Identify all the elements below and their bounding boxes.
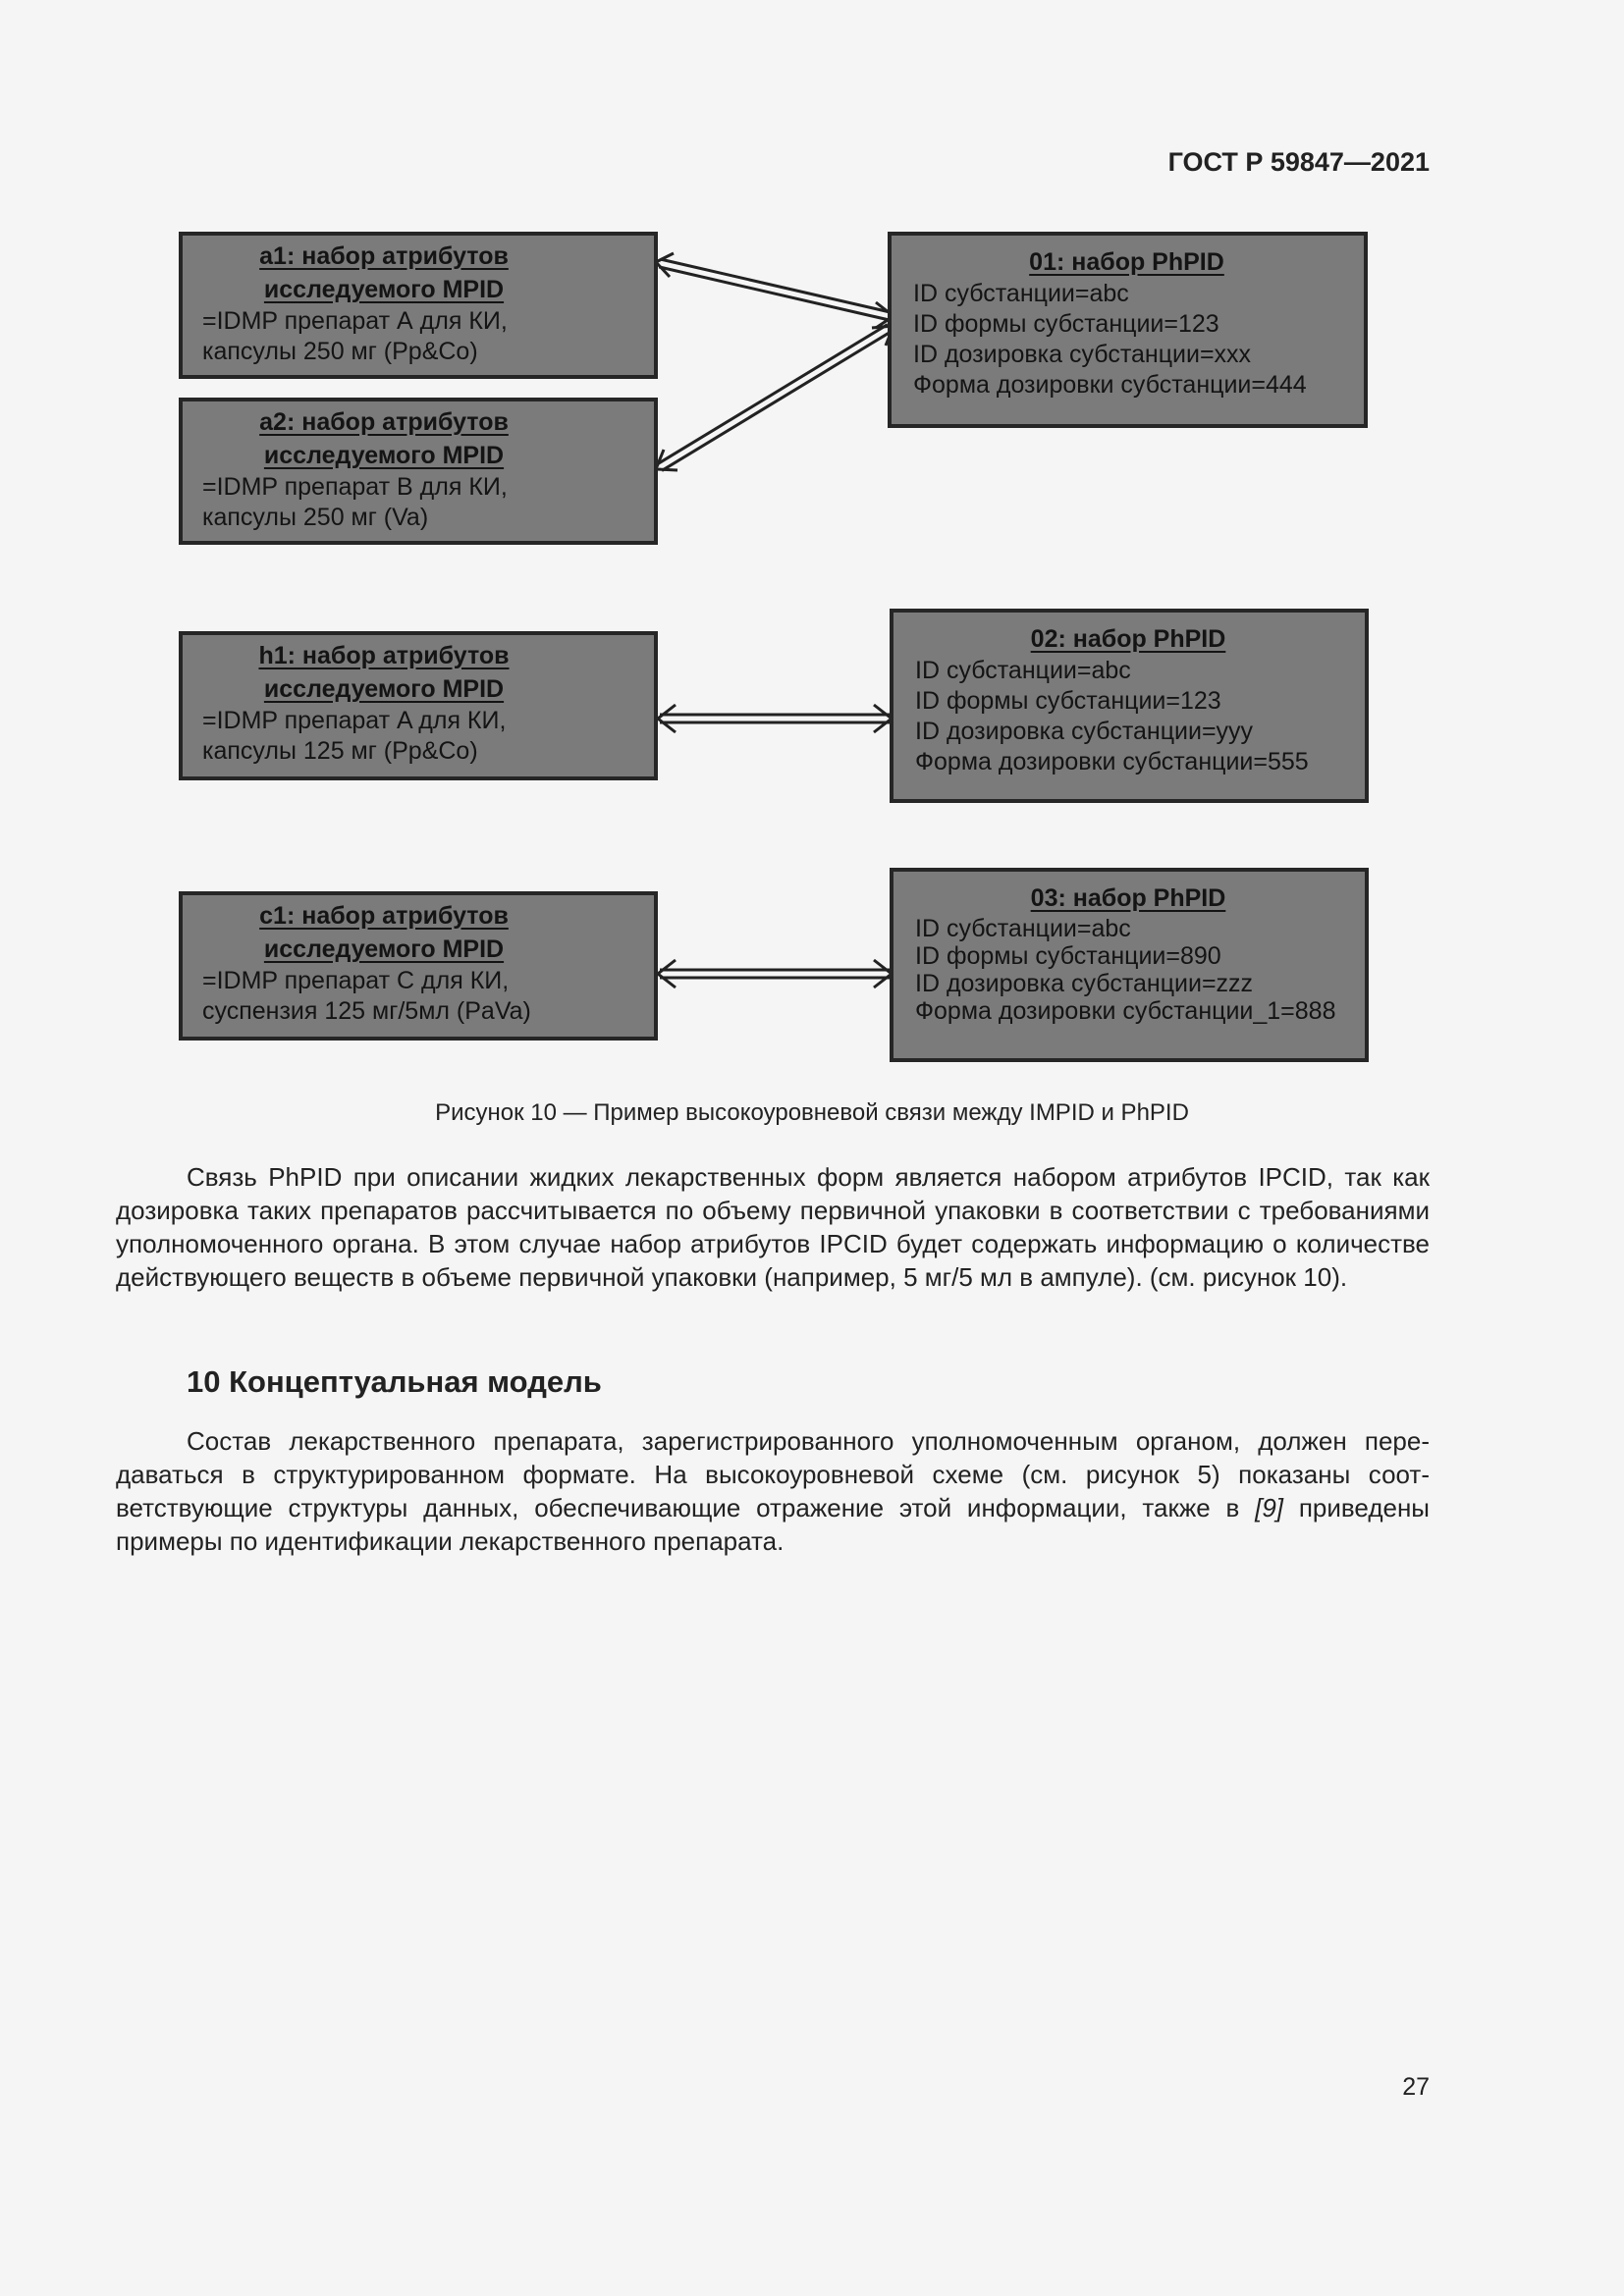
arrow-a1-01 (656, 253, 893, 328)
paragraph-text: Состав лекарственного препарата, зарегистрированного уполномоченным органом, должен передаваться в структурированном формате. На высокоуровневой схеме (см. рисунок 5) показаны соответствующие структуры данных, обеспечивающие отражение этой информации, также в [9] приведены примеры по идентификации лекарственного препарата. (116, 1426, 1430, 1556)
figure-10 (0, 0, 1624, 1080)
paragraph-conceptual-model (116, 1424, 1430, 1558)
phpid-box-line: ID формы субстанции=890 (915, 942, 1221, 970)
mpid-box-title: h1: набор атрибутов исследуемого MPID (258, 642, 510, 703)
phpid-box-title: 01: набор PhPID (1029, 248, 1224, 276)
mpid-box-line: =IDMP препарат C для КИ, (202, 967, 510, 994)
phpid-box-01 (888, 232, 1368, 428)
phpid-box-03 (890, 868, 1369, 1062)
mpid-box-line: капсулы 250 мг (Va) (202, 504, 429, 531)
document-header: ГОСТ Р 59847—2021 (1167, 147, 1430, 177)
phpid-box-line: Форма дозировки субстанции=555 (915, 748, 1309, 775)
mpid-box-line: =IDMP препарат B для КИ, (202, 473, 508, 501)
phpid-box-title: 03: набор PhPID (1030, 884, 1226, 912)
phpid-box-line: ID дозировка субстанции=xxx (913, 341, 1252, 368)
phpid-box-line: ID дозировка субстанции=zzz (915, 970, 1254, 997)
phpid-box-line: ID формы субстанции=123 (915, 687, 1221, 715)
phpid-box-line: ID субстанции=abc (915, 915, 1131, 942)
mpid-box-title: a2: набор атрибутов исследуемого MPID (259, 408, 509, 469)
mpid-box-h1 (179, 631, 658, 780)
phpid-box-line: ID субстанции=abc (915, 657, 1131, 684)
reference-link: [9] (1255, 1493, 1284, 1522)
paragraph-phpid-link (116, 1160, 1430, 1294)
arrow-a2-01 (656, 326, 893, 470)
page-number: 27 (1402, 2073, 1430, 2101)
mpid-box-line: капсулы 125 мг (Pp&Co) (202, 737, 478, 765)
arrow-c1-03 (658, 960, 892, 988)
phpid-box-line: ID формы субстанции=123 (913, 310, 1219, 338)
mpid-box-a1 (179, 232, 658, 379)
mpid-box-line: =IDMP препарат А для КИ, (202, 307, 508, 335)
mpid-box-title: a1: набор атрибутов исследуемого MPID (259, 242, 509, 303)
mpid-box-line: =IDMP препарат A для КИ, (202, 707, 507, 734)
phpid-box-line: Форма дозировки субстанции_1=888 (915, 997, 1336, 1025)
mpid-box-c1 (179, 891, 658, 1041)
phpid-box-line: ID субстанции=abc (913, 280, 1129, 307)
section-heading: 10 Концептуальная модель (187, 1364, 602, 1399)
mpid-box-line: суспензия 125 мг/5мл (PaVa) (202, 997, 531, 1025)
phpid-box-02 (890, 609, 1369, 803)
phpid-box-line: ID дозировка субстанции=yyy (915, 718, 1254, 745)
paragraph-text: Связь PhPID при описании жидких лекарственных форм является набором атрибутов IPCID, так как дозировка таких препаратов рассчитывается по объему первичной упаковки в соответствии с требованиями уполномоченного органа. В этом случае набор атрибутов IPCID будет содержать информацию о количестве действующего веществ в объеме первичной упаковки (например, 5 мг/5 мл в ампуле). (см. рисунок 10). (116, 1162, 1430, 1292)
phpid-box-line: Форма дозировки субстанции=444 (913, 371, 1307, 399)
mpid-box-a2 (179, 398, 658, 545)
figure-caption: Рисунок 10 — Пример высокоуровневой связи между IMPID и PhPID (435, 1099, 1189, 1126)
mpid-box-line: капсулы 250 мг (Pp&Co) (202, 338, 478, 365)
phpid-box-title: 02: набор PhPID (1030, 625, 1226, 653)
arrow-h1-02 (658, 705, 892, 732)
mpid-box-title: c1: набор атрибутов исследуемого MPID (259, 902, 509, 963)
